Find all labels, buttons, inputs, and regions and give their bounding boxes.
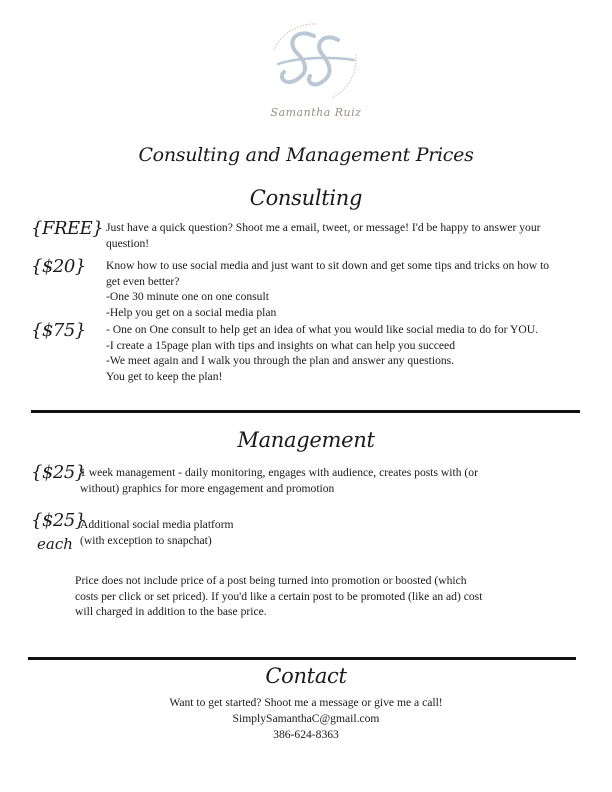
page-title: Consulting and Management Prices xyxy=(138,144,474,166)
text-line: will charged in addition to the base price. xyxy=(75,605,267,619)
text-line: Know how to use social media and just want to sit down and get some tips and tricks on how to xyxy=(106,259,550,272)
text-line: get even better? xyxy=(106,274,180,288)
consulting-item-free xyxy=(106,220,576,251)
price-25-week: {$25} xyxy=(31,462,86,483)
price-each-label: each xyxy=(37,535,73,553)
price-25-each: {$25} xyxy=(31,510,86,531)
text-line: -We meet again and I walk you through the plan and answer any questions. xyxy=(106,354,455,368)
text-line: -One 30 minute one on one consult xyxy=(106,290,269,304)
logo xyxy=(256,10,376,128)
pricing-note xyxy=(75,573,575,620)
consulting-heading: Consulting xyxy=(249,186,363,210)
price-75: {$75} xyxy=(31,320,86,341)
price-free: {FREE} xyxy=(31,218,104,239)
text-line: without) graphics for more engagement and promotion xyxy=(80,481,335,495)
text-line: question! xyxy=(106,236,150,250)
contact-heading: Contact xyxy=(265,664,347,688)
consulting-item-75 xyxy=(106,322,576,384)
contact-text: Want to get started? Shoot me a message or give me a call! xyxy=(169,696,443,709)
text-line: Additional social media platform xyxy=(80,518,234,531)
text-line: You get to keep the plan! xyxy=(106,369,223,383)
management-item-week xyxy=(80,465,570,496)
consulting-item-20 xyxy=(106,258,576,320)
management-item-platform xyxy=(80,517,570,548)
logo-signature: Samantha Ruiz xyxy=(270,106,362,119)
contact-email[interactable]: SimplySamanthaC@gmail.com xyxy=(232,712,380,725)
text-line: Just have a quick question? Shoot me a email, tweet, or message! I'd be happy to answer your xyxy=(106,221,541,234)
text-line: costs per click or set priced). If you'd like a certain post to be promoted (like an ad) cost xyxy=(75,589,483,603)
price-20: {$20} xyxy=(31,256,86,277)
section-divider xyxy=(28,657,576,660)
management-heading: Management xyxy=(237,428,375,452)
text-line: (with exception to snapchat) xyxy=(80,533,212,547)
text-line: 1 week management - daily monitoring, engages with audience, creates posts with (or xyxy=(80,466,478,479)
text-line: -I create a 15page plan with tips and insights on what can help you succeed xyxy=(106,338,455,352)
text-line: -Help you get on a social media plan xyxy=(106,305,277,319)
text-line: Price does not include price of a post being turned into promotion or boosted (which xyxy=(75,574,467,587)
text-line: - One on One consult to help get an idea of what you would like social media to do for YOU. xyxy=(106,323,538,336)
contact-phone[interactable]: 386-624-8363 xyxy=(273,728,339,741)
section-divider xyxy=(31,410,580,413)
